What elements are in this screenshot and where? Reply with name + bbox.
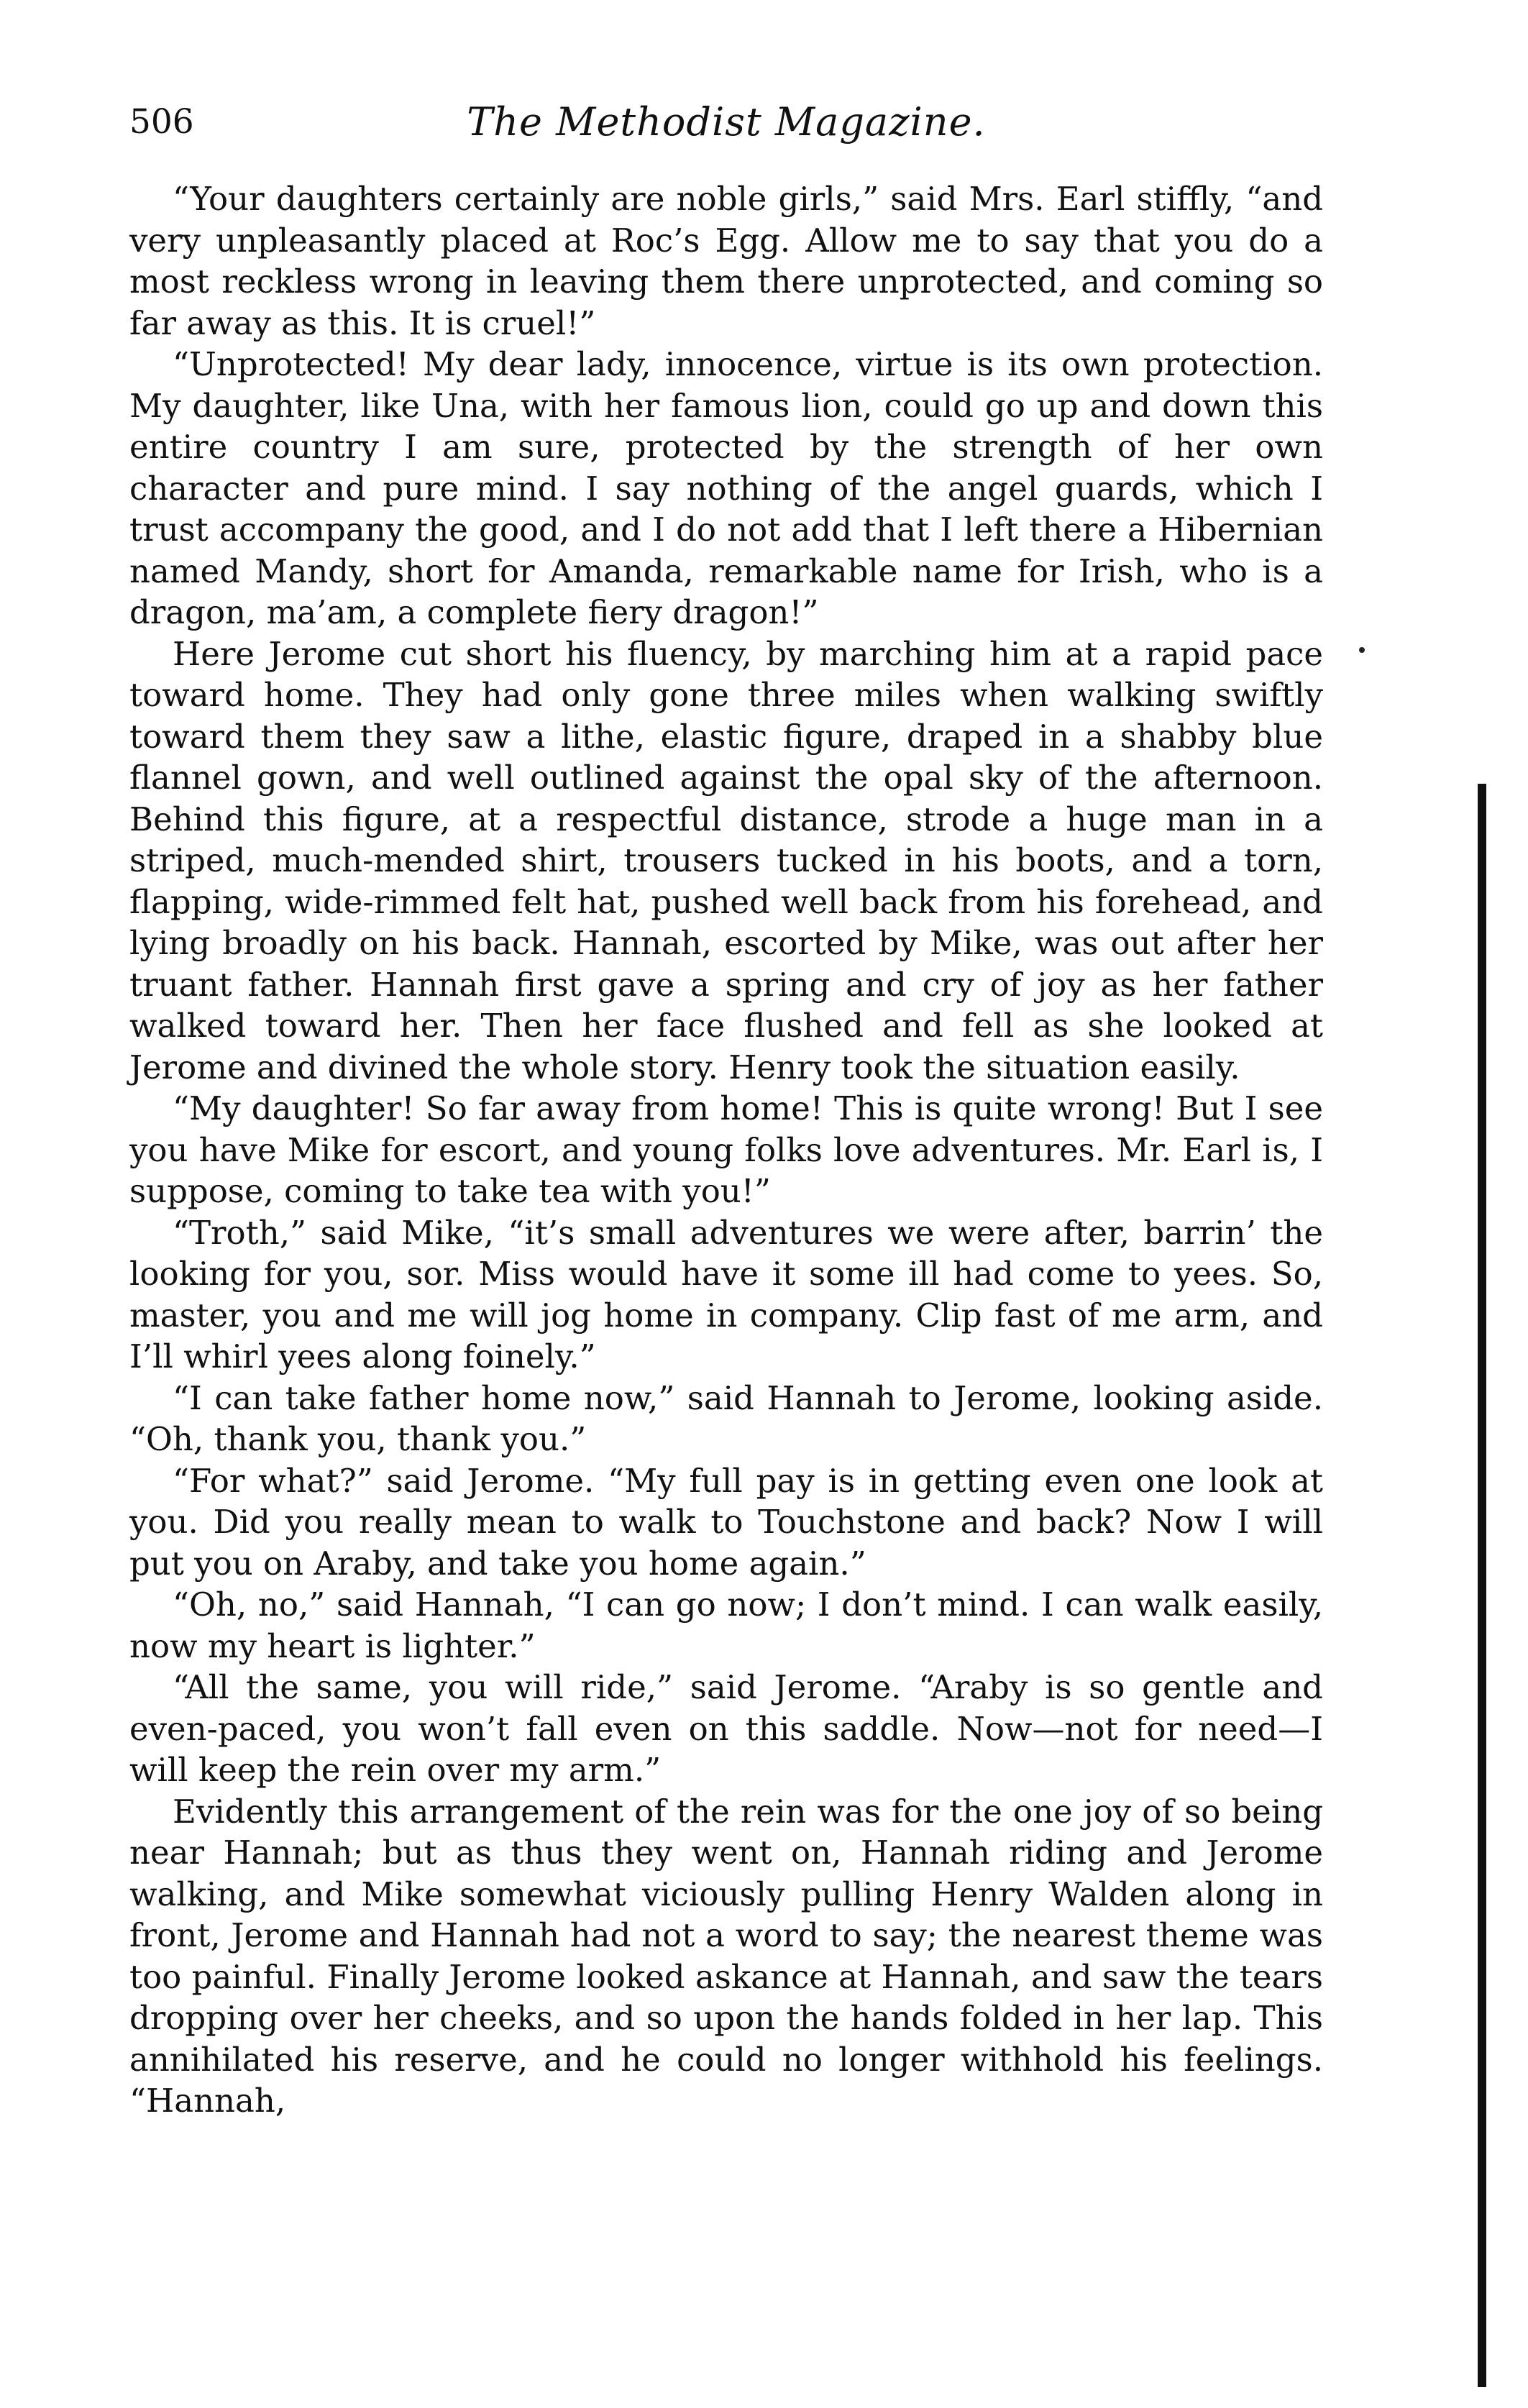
paragraph: “For what?” said Jerome. “My full pay is in getting even one look at you. Did you really mean to walk to Touchstone and back? Now I will put you on Araby, and take you home again.” <box>129 1461 1323 1583</box>
running-title: The Methodist Magazine. <box>467 99 986 145</box>
paragraph: “Your daughters certainly are noble girls,” said Mrs. Earl stiffly, “and very unpleasantly placed at Roc’s Egg. Allow me to say that you do a most reckless wrong in leaving them there unprotected, and coming so far away as this. It is cruel!” <box>129 180 1323 342</box>
paragraph: “I can take father home now,” said Hannah to Jerome, looking aside. “Oh, thank you, thank you.” <box>129 1378 1323 1458</box>
paragraph: Here Jerome cut short his fluency, by marching him at a rapid pace toward home. They had only gone three miles when walking swiftly toward them they saw a lithe, elastic figure, draped in a shabby blue flannel gown, and well outlined against the opal sky of the afternoon. Behind this figure, at a respectful distance, strode a huge man in a striped, much-mended shirt, trousers tucked in his boots, and a torn, flapping, wide-rimmed felt hat, pushed well back from his forehead, and lying broadly on his back. Hannah, escorted by Mike, was out after her truant father. Hannah first gave a spring and cry of joy as her father walked toward her. Then her face flushed and fell as she looked at Jerome and divined the whole story. Henry took the situation easily. <box>129 634 1323 1086</box>
paragraph: “Oh, no,” said Hannah, “I can go now; I don’t mind. I can walk easily, now my heart is lighter.” <box>129 1585 1323 1665</box>
page-header <box>129 93 1323 151</box>
margin-speck <box>1359 647 1365 653</box>
paragraph: “All the same, you will ride,” said Jerome. “Araby is so gentle and even-paced, you won’t fall even on this saddle. Now—not for need—I will keep the rein over my arm.” <box>129 1668 1323 1789</box>
margin-rule <box>1478 784 1486 2387</box>
paragraph: “Unprotected! My dear lady, innocence, virtue is its own protection. My daughter, like Una, with her famous lion, could go up and down this entire country I am sure, protected by the strength of her own character and pure mind. I say nothing of the angel guards, which I trust accompany the good, and I do not add that I left there a Hibernian named Mandy, short for Amanda, remarkable name for Irish, who is a dragon, ma’am, a complete fiery dragon!” <box>129 345 1323 631</box>
paragraph: “My daughter! So far away from home! This is quite wrong! But I see you have Mike for escort, and young folks love adventures. Mr. Earl is, I suppose, coming to take tea with you!” <box>129 1089 1323 1210</box>
paragraph: “Troth,” said Mike, “it’s small adventures we were after, barrin’ the looking for you, sor. Miss would have it some ill had come to yees. So, master, you and me will jog home in company. Clip fast of me arm, and I’ll whirl yees along foinely.” <box>129 1213 1323 1375</box>
paragraph: Evidently this arrangement of the rein was for the one joy of so being near Hannah; but as thus they went on, Hannah riding and Jerome walking, and Mike somewhat viciously pulling Henry Walden along in front, Jerome and Hannah had not a word to say; the nearest theme was too painful. Finally Jerome looked askance at Hannah, and saw the tears dropping over her cheeks, and so upon the hands folded in her lap. This annihilated his reserve, and he could no longer withhold his feelings. “Hannah, <box>129 1792 1323 2120</box>
body-text <box>129 178 1323 2122</box>
page-number: 506 <box>129 102 194 142</box>
